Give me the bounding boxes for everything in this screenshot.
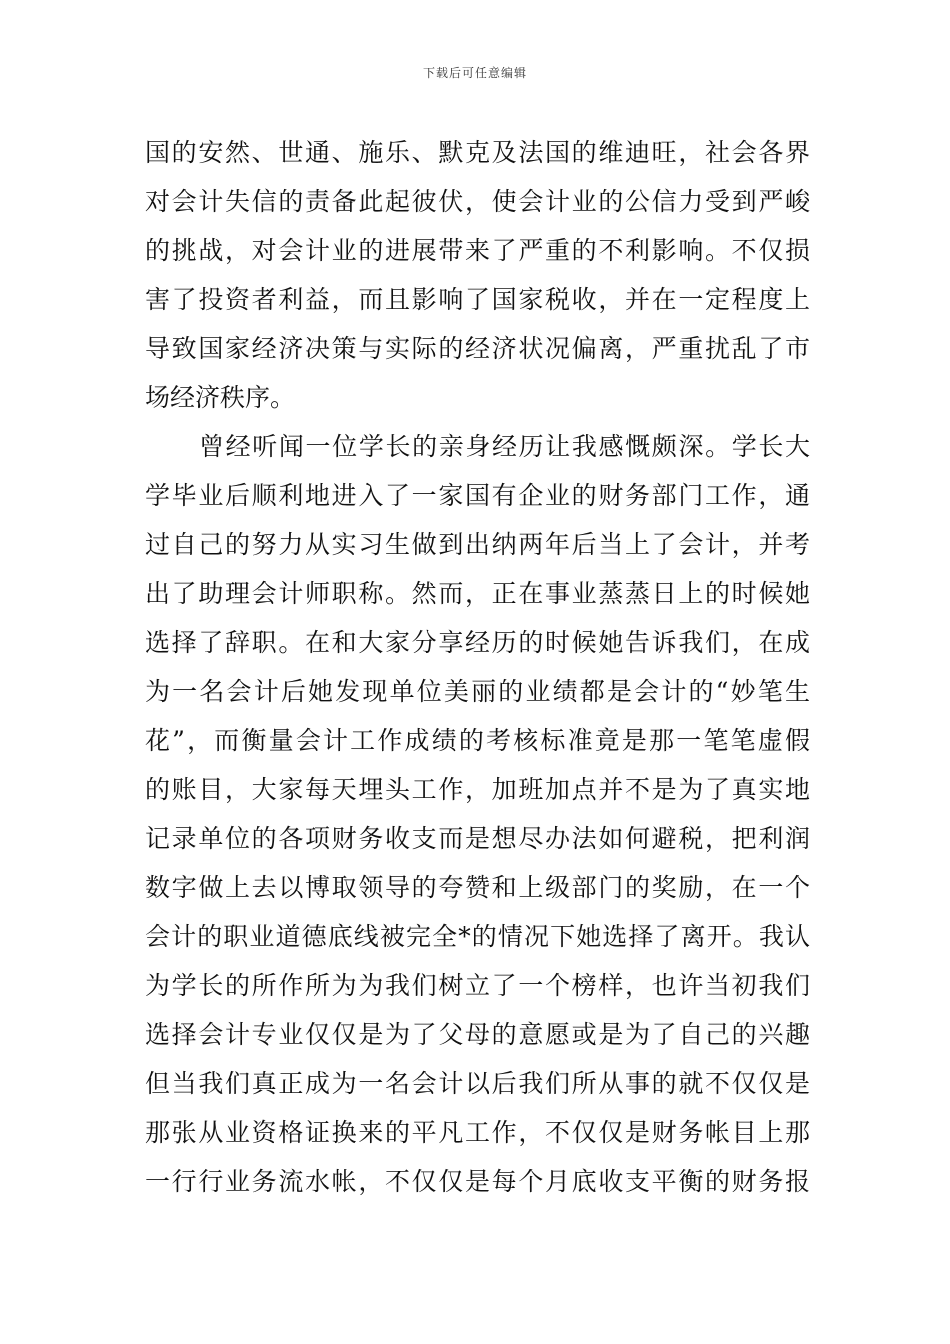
page-header: 下载后可任意编辑 <box>422 66 527 80</box>
paragraph-1 <box>145 128 810 422</box>
text-line: 选择会计专业仅仅是为了父母的意愿或是为了自己的兴趣 <box>145 1020 810 1049</box>
text-line: 数字做上去以博取领导的夸赞和上级部门的奖励，在一个 <box>145 873 810 902</box>
document-body <box>145 128 810 1206</box>
text-line: 学毕业后顺利地进入了一家国有企业的财务部门工作，通 <box>145 481 810 510</box>
text-line: 出了助理会计师职称。然而，正在事业蒸蒸日上的时候她 <box>145 579 810 608</box>
text-line: 为学长的所作所为为我们树立了一个榜样，也许当初我们 <box>145 971 810 1000</box>
text-line: 过自己的努力从实习生做到出纳两年后当上了会计，并考 <box>145 530 810 559</box>
text-line: 害了投资者利益，而且影响了国家税收，并在一定程度上 <box>145 285 810 314</box>
text-line: 记录单位的各项财务收支而是想尽办法如何避税，把利润 <box>145 824 810 853</box>
text-line: 但当我们真正成为一名会计以后我们所从事的就不仅仅是 <box>145 1069 810 1098</box>
text-line: 花”，而衡量会计工作成绩的考核标准竟是那一笔笔虚假 <box>145 726 810 755</box>
text-line: 为一名会计后她发现单位美丽的业绩都是会计的“妙笔生 <box>145 677 810 706</box>
text-line: 一行行业务流水帐，不仅仅是每个月底收支平衡的财务报 <box>145 1167 810 1196</box>
text-line: 对会计失信的责备此起彼伏，使会计业的公信力受到严峻 <box>145 187 810 216</box>
text-line: 国的安然、世通、施乐、默克及法国的维迪旺，社会各界 <box>145 138 810 167</box>
text-line: 的挑战，对会计业的进展带来了严重的不利影响。不仅损 <box>145 236 810 265</box>
paragraph-2 <box>145 422 810 1206</box>
text-line: 那张从业资格证换来的平凡工作，不仅仅是财务帐目上那 <box>145 1118 810 1147</box>
text-line: 场经济秩序。 <box>145 383 296 412</box>
text-line: 导致国家经济决策与实际的经济状况偏离，严重扰乱了市 <box>145 334 810 363</box>
text-line: 选择了辞职。在和大家分享经历的时候她告诉我们，在成 <box>145 628 810 657</box>
text-line: 的账目，大家每天埋头工作，加班加点并不是为了真实地 <box>145 775 810 804</box>
text-line: 会计的职业道德底线被完全*的情况下她选择了离开。我认 <box>145 922 810 951</box>
text-line: 曾经听闻一位学长的亲身经历让我感慨颇深。学长大 <box>199 432 810 461</box>
